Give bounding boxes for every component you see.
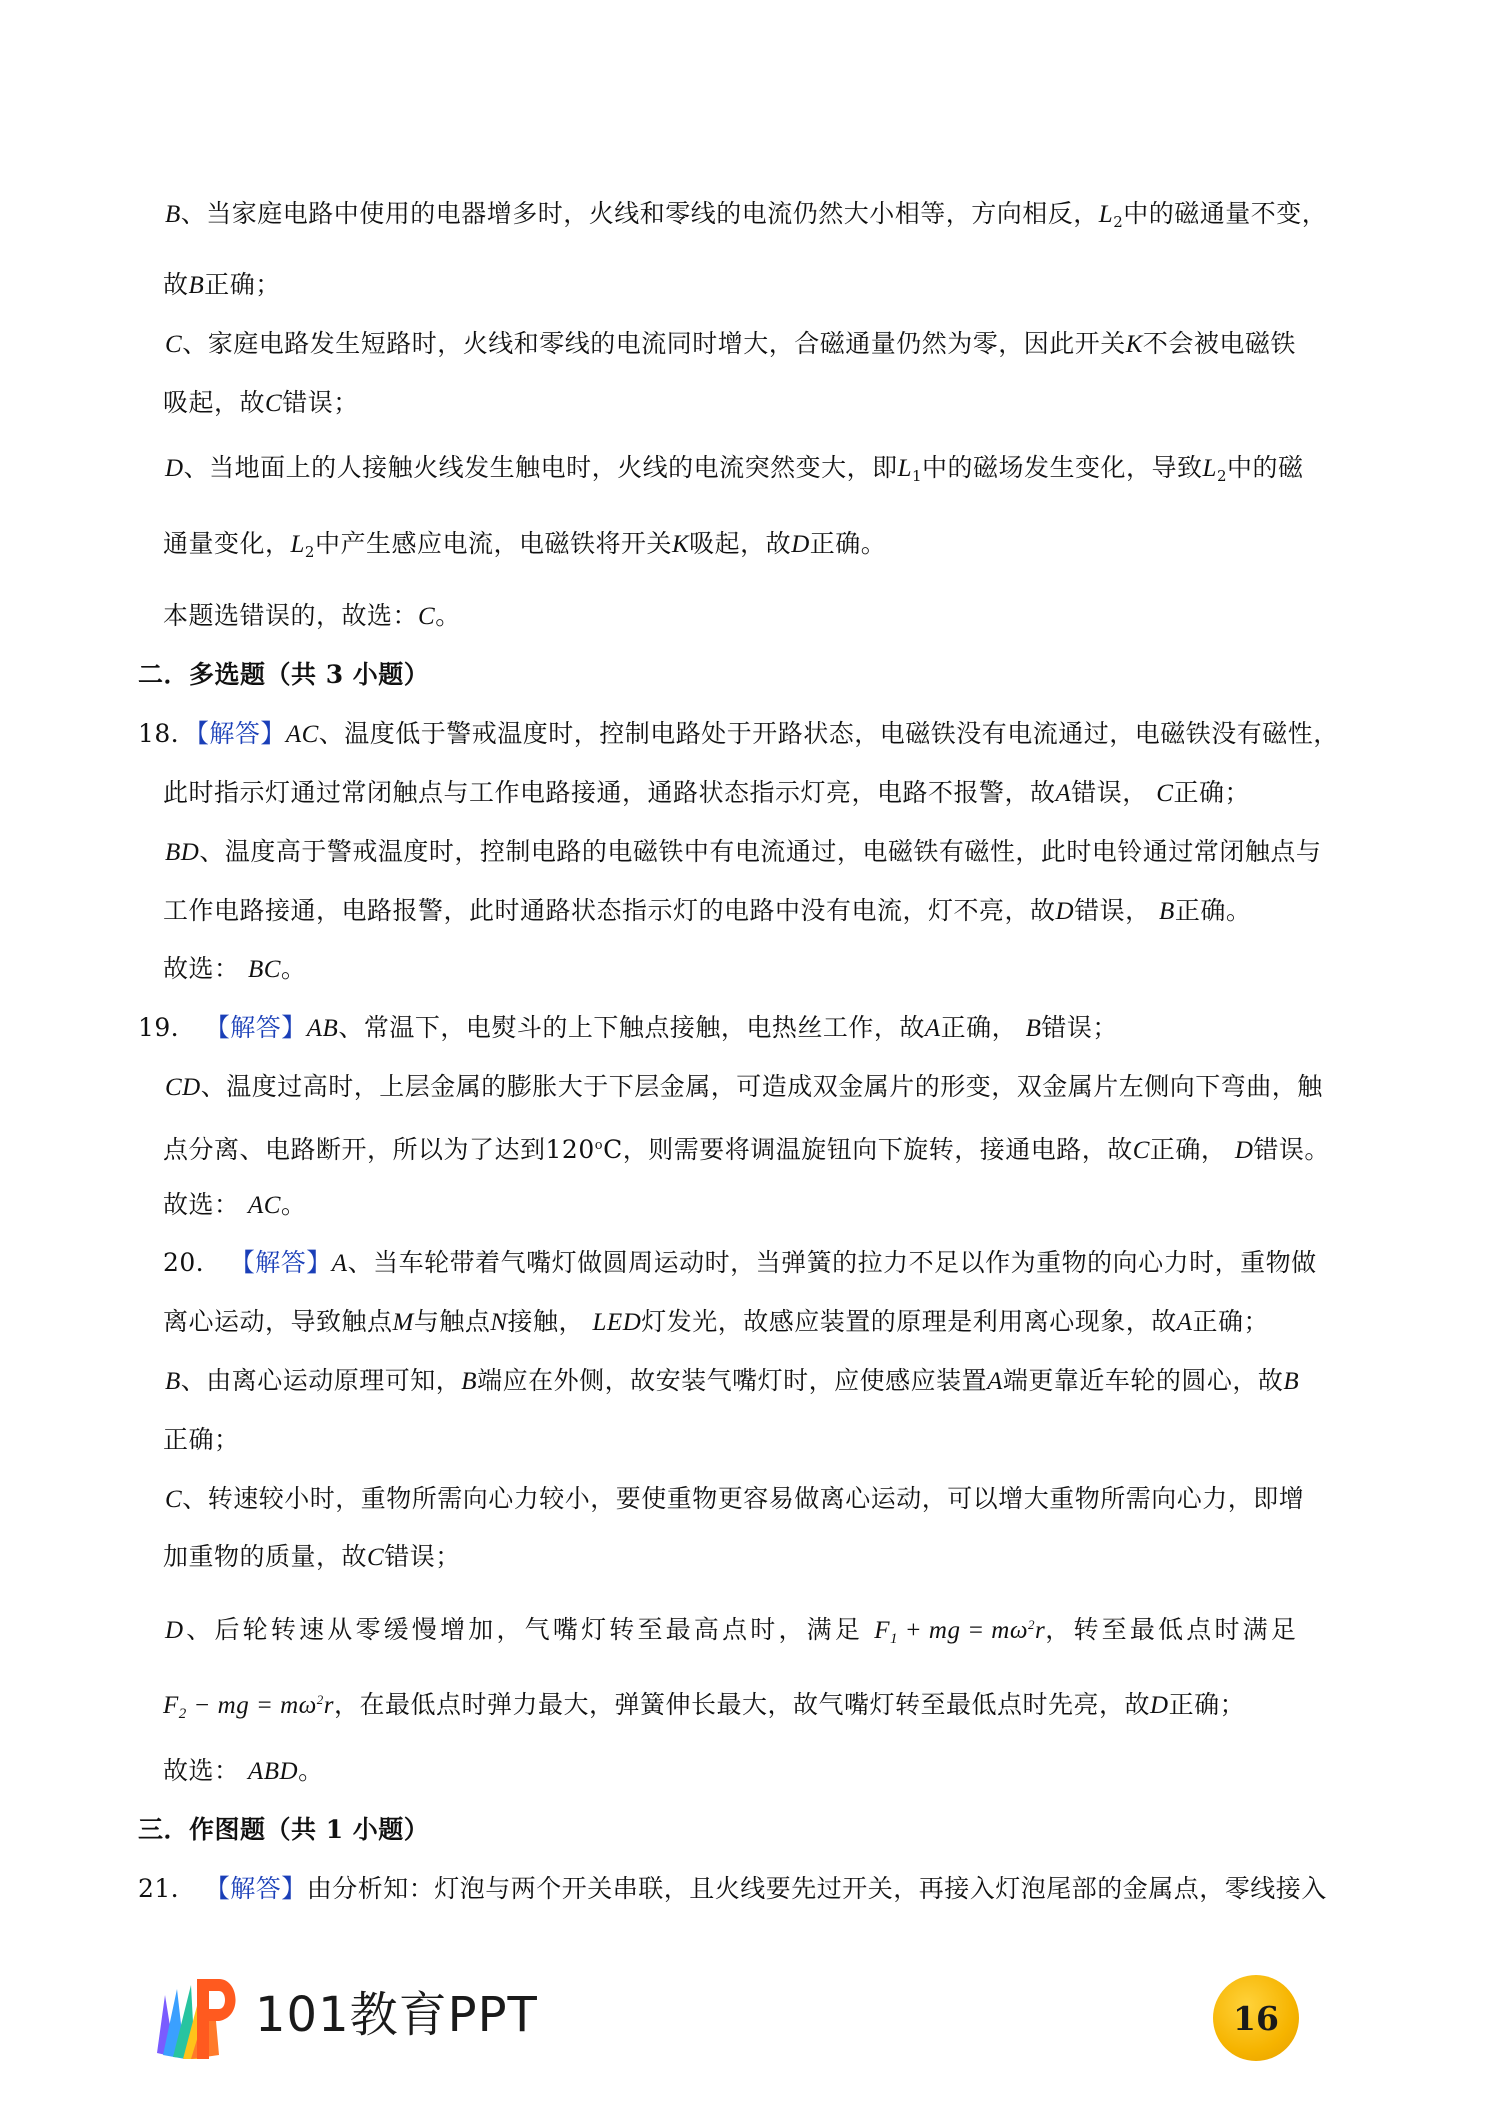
answer-tag: 【解答】 [204, 1013, 307, 1042]
section-title-drawing: 三．作图题（共 1 小题） [138, 1815, 430, 1844]
answer-line: 工作电路接通，电路报警，此时通路状态指示灯的电路中没有电流，灯不亮，故D错误， B正确。 [163, 896, 1252, 925]
question-18: 18．【解答】AC、温度低于警戒温度时，控制电路处于开路状态，电磁铁没有电流通过，电磁铁没有磁性， [138, 719, 1339, 748]
question-19: 19． 【解答】AB、常温下，电熨斗的上下触点接触，电热丝工作，故A正确， B错误； [138, 1013, 1118, 1042]
section-title-multiple-choice: 二．多选题（共 3 小题） [138, 660, 430, 689]
equation-min: $F_2$ − mg = $m\omega^2r$ [163, 1692, 335, 1722]
answer-line: 加重物的质量，故C错误； [163, 1542, 461, 1571]
answer-line: C、转速较小时，重物所需向心力较小，要使重物更容易做离心运动，可以增大重物所需向心力，即增 [165, 1484, 1305, 1513]
brand-logo-icon [147, 1965, 247, 2065]
answer-line: 点分离、电路断开，所以为了达到120$^o$C，则需要将调温旋钮向下旋转，接通电路，故C正确， D错误。 [163, 1135, 1330, 1164]
answer-line: CD、温度过高时，上层金属的膨胀大于下层金属，可造成双金属片的形变，双金属片左侧向下弯曲，触 [165, 1072, 1323, 1101]
answer-tag: 【解答】 [229, 1248, 332, 1277]
page-number: 16 [1233, 1998, 1279, 2038]
question-21: 21． 【解答】由分析知：灯泡与两个开关串联，且火线要先过开关，再接入灯泡尾部的金属点，零线接入 [138, 1874, 1327, 1903]
answer-line: 此时指示灯通过常闭触点与工作电路接通，通路状态指示灯亮，电路不报警，故A错误， C正确； [163, 778, 1250, 807]
answer-line-d: D、当地面上的人接触火线发生触电时，火线的电流突然变大，即$L_1$中的磁场发生变化，导致$L_2$中的磁 [165, 453, 1304, 485]
question-20: 20． 【解答】A、当车轮带着气嘴灯做圆周运动时，当弹簧的拉力不足以作为重物的向心力时，重物做 [163, 1248, 1317, 1277]
brand-name: 101教育PPT [255, 1987, 538, 2043]
answer-conclusion: 本题选错误的，故选：C。 [163, 601, 461, 630]
answer-selection: 故选： BC。 [163, 954, 307, 983]
answer-line: 通量变化，$L_2$中产生感应电流，电磁铁将开关K吸起，故D正确。 [163, 529, 887, 561]
equation-max: $F_1$ + mg = $m\omega^2r$ [874, 1617, 1046, 1647]
answer-line: 吸起，故C错误； [163, 388, 359, 417]
answer-line: $F_2$ − mg = $m\omega^2r$，在最低点时弹力最大，弹簧伸长最大，故气嘴灯转至最低点时先亮，故D正确； [163, 1690, 1246, 1722]
answer-tag: 【解答】 [204, 1874, 307, 1903]
answer-line: BD、温度高于警戒温度时，控制电路的电磁铁中有电流通过，电磁铁有磁性，此时电铃通过常闭触点与 [165, 837, 1322, 866]
answer-line: B、由离心运动原理可知，B端应在外侧，故安装气嘴灯时，应使感应装置A端更靠近车轮的圆心，故B [165, 1366, 1300, 1395]
answer-line: 正确； [163, 1425, 240, 1454]
answer-selection: 故选： AC。 [163, 1190, 307, 1219]
answer-tag: 【解答】 [196, 719, 286, 748]
answer-line: 离心运动，导致触点M与触点N接触， LED灯发光，故感应装置的原理是利用离心现象，故A正确； [163, 1307, 1270, 1336]
answer-line-b: B、当家庭电路中使用的电器增多时，火线和零线的电流仍然大小相等，方向相反，$L_2$中的磁通量不变， [165, 199, 1328, 231]
answer-line: D、后轮转速从零缓慢增加，气嘴灯转至最高点时，满足 $F_1$ + mg = $m\omega^2r$，转至最低点时满足 [165, 1615, 1300, 1647]
answer-line: 故B正确； [163, 270, 281, 299]
answer-selection: 故选： ABD。 [163, 1756, 324, 1785]
page-number-badge [1213, 1975, 1299, 2061]
answer-line-c: C、家庭电路发生短路时，火线和零线的电流同时增大，合磁通量仍然为零，因此开关K不会被电磁铁 [165, 329, 1296, 358]
